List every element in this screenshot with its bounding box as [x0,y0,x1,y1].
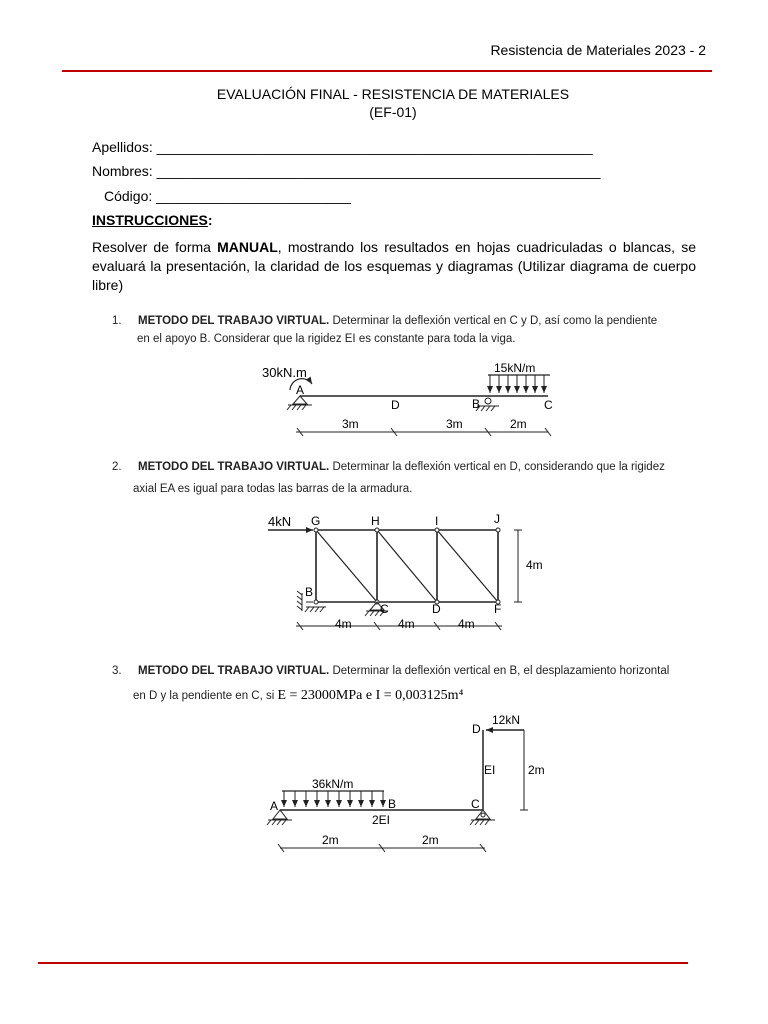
problem-1-text: Determinar la deflexión vertical en C y D, así como la pendiente [329,315,658,327]
truss-diagram-2 [268,512,543,631]
exam-title: EVALUACIÓN FINAL - RESISTENCIA DE MATERIALES [216,86,570,102]
apellidos-field[interactable]: Apellidos: ________________________________________________________ [92,139,593,155]
column-stiffness-label: EI [484,763,496,777]
dimension-label-2c: 4m [458,617,475,631]
problem-3-line2 [133,688,463,704]
problem-3-formula: E = 23000MPa e I = 0,003125m⁴ [277,688,464,703]
problem-3-number: 3. [112,665,122,677]
node-b-3: B [388,797,397,811]
node-i-2: I [435,514,439,528]
node-a-3: A [270,799,279,813]
problem-3-text-line2: en D y la pendiente en C, si [133,690,278,702]
problem-1-method: METODO DEL TRABAJO VIRTUAL. [138,315,330,327]
problem-1-line2: en el apoyo B. Considerar que la rigidez EI es constante para toda la viga. [137,333,516,345]
dimension-label-1c: 2m [510,417,527,431]
instructions-heading-text: INSTRUCCIONES [92,212,208,228]
node-f-2: F [494,602,502,616]
frame-diagram-3 [267,713,545,852]
codigo-field[interactable]: Código: _________________________ [104,188,351,204]
instructions-colon: : [207,212,213,228]
dimension-label-1a: 3m [342,417,359,431]
beam-stiffness-label: 2EI [372,813,391,827]
nombres-field[interactable]: Nombres: _________________________________________________________ [92,163,601,179]
node-g-2: G [311,514,321,528]
dimension-label-1b: 3m [446,417,463,431]
exam-code: (EF-01) [369,104,417,120]
instructions-text-after: , mostrando los resultados en hojas cuadriculadas o blancas, se evaluará la presentación, la claridad de los esquemas y diagramas (Utilizar diagrama de cuerpo libre) [92,239,696,293]
page-header: Resistencia de Materiales 2023 - 2 [490,42,706,58]
footer-divider [38,962,688,964]
node-b-1: B [472,397,481,411]
pin-support-c-3 [470,810,495,825]
ground-supports-2 [305,602,388,616]
load-label-3: 36kN/m [312,777,354,791]
problem-2-line2: axial EA es igual para todas las barras de la armadura. [133,483,413,495]
instructions-text-before: Resolver de forma [92,239,218,255]
force-label-3: 12kN [492,713,521,727]
node-d-3: D [472,722,481,736]
force-label-2: 4kN [268,514,292,529]
problem-2-text: Determinar la deflexión vertical en D, considerando que la rigidez [329,461,665,473]
dimension-label-2b: 4m [398,617,415,631]
problem-3-line1 [112,665,669,677]
node-c-1: C [544,398,553,412]
problem-3-text: Determinar la deflexión vertical en B, el desplazamiento horizontal [329,665,670,677]
load-label-1: 15kN/m [494,361,536,375]
node-b-2: B [305,585,314,599]
dimension-label-2a: 4m [335,617,352,631]
dimension-label-3b: 2m [422,833,439,847]
node-d-2: D [432,602,441,616]
moment-label: 30kN.m [262,365,307,380]
height-label-2: 4m [526,558,543,572]
distributed-load-3 [282,791,384,807]
node-j-2: J [494,512,500,526]
distributed-load-1 [488,375,550,393]
instructions-text-bold: MANUAL [217,239,278,255]
node-h-2: H [371,514,380,528]
node-d-1: D [391,398,400,412]
node-c-2: C [380,602,389,616]
node-a-1: A [296,383,305,397]
dimension-label-3a: 2m [322,833,339,847]
problem-2-number: 2. [112,461,122,473]
beam-diagram-1 [262,361,553,436]
problem-1-number: 1. [112,315,122,327]
height-label-3: 2m [528,763,545,777]
problem-2-method: METODO DEL TRABAJO VIRTUAL. [138,461,330,473]
problem-2-line1 [112,461,665,473]
pin-support-a-1 [287,396,312,410]
problem-3-method: METODO DEL TRABAJO VIRTUAL. [138,665,330,677]
node-c-3: C [471,797,480,811]
